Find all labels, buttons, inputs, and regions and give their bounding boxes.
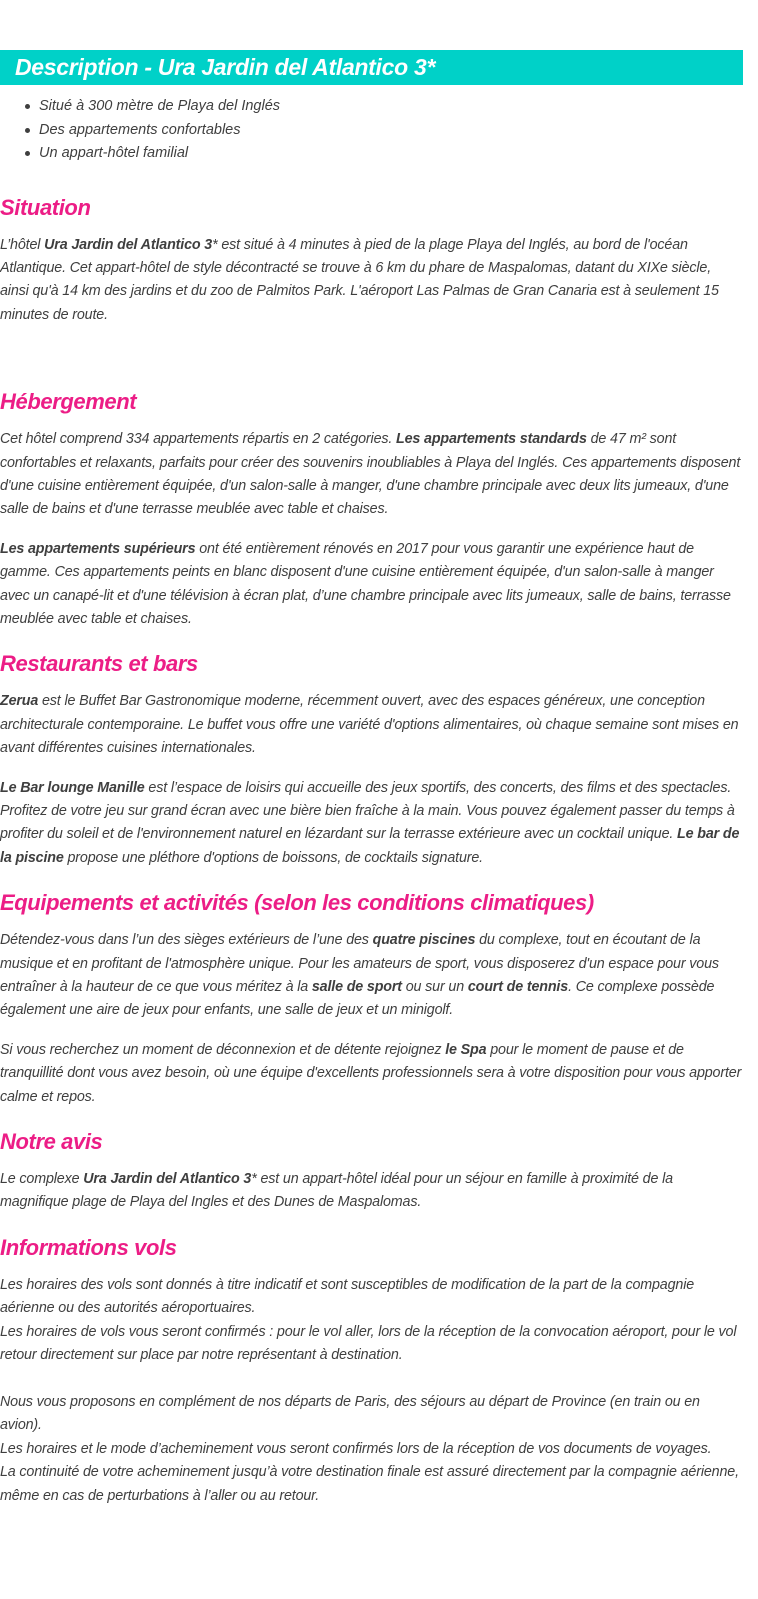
banner-title: Description - Ura Jardin del Atlantico 3* (15, 54, 436, 80)
paragraph: Le Bar lounge Manille est l’espace de loisirs qui accueille des jeux sportifs, des concerts, des films et des spectacles. Profitez de votre jeu sur grand écran avec une bière bien fraîche à la main. Vous pouvez également passer du temps à profiter du soleil et de l'environnement naturel en lézardant sur la terrasse extérieure avec un cocktail unique. Le bar de la piscine propose une pléthore d'options de boissons, de cocktails signature. (0, 779, 740, 866)
vols-text (0, 1274, 743, 1508)
section-title: Hébergement (0, 389, 137, 415)
vols-line: Les horaires des vols sont donnés à titre indicatif et sont susceptibles de modification de la part de la compagnie aérienne ou des autorités aéroportuaires. (0, 1276, 695, 1317)
paragraph: Les appartements supérieurs ont été entièrement rénovés en 2017 pour vous garantir une expérience haut de gamme. Ces appartements peints en blanc disposent d'une cuisine entièrement équipée, d'un salon-salle à manger avec un canapé-lit et d'une télévision à écran plat, d’une chambre principale avec lits jumeaux, salle de bains, terrasse meublée avec table et chaises. (0, 540, 731, 627)
section-title: Notre avis (0, 1129, 103, 1155)
section-title: Equipements et activités (selon les conditions climatiques) (0, 890, 594, 916)
vols-line: Nous vous proposons en complément de nos départs de Paris, des séjours au départ de Province (en train ou en avion). (0, 1393, 700, 1434)
section-hebergement (0, 387, 743, 631)
section-avis (0, 1127, 743, 1215)
highlight-item: Des appartements confortables (39, 119, 743, 143)
description-banner (0, 50, 743, 85)
vols-line: Les horaires de vols vous seront confirmés : pour le vol aller, lors de la réception de la convocation aéroport, pour le vol retour directement sur place par notre représentant à destination. (0, 1323, 737, 1364)
section-title: Informations vols (0, 1234, 177, 1260)
paragraph: Si vous recherchez un moment de déconnexion et de détente rejoignez le Spa pour le moment de pause et de tranquillité dont vous avez besoin, où une équipe d'excellents professionnels sera à votre disposition pour vous apporter calme et repos. (0, 1041, 742, 1105)
section-situation (0, 193, 743, 328)
section-title: Restaurants et bars (0, 651, 198, 677)
paragraph: Zerua est le Buffet Bar Gastronomique moderne, récemment ouvert, avec des espaces généreux, une conception architecturale contemporaine. Le buffet vous offre une variété d'options alimentaires, où chaque semaine sont mises en avant différentes cuisines internationales. (0, 693, 739, 757)
section-equipements (0, 888, 743, 1109)
section-vols (0, 1233, 743, 1508)
vols-line: La continuité de votre acheminement jusqu’à votre destination finale est assuré directement par la compagnie aérienne, même en cas de perturbations à l’aller ou au retour. (0, 1464, 739, 1504)
highlight-item: Un appart-hôtel familial (39, 142, 743, 166)
paragraph: Détendez-vous dans l’un des sièges extérieurs de l’une des quatre piscines du complexe, tout en écoutant de la musique et en profitant de l'atmosphère unique. Pour les amateurs de sport, vous disposerez d'un espace pour vous entraîner à la hauteur de ce que vous méritez à la salle de sport ou sur un court de tennis. Ce complexe possède également une aire de jeux pour enfants, une salle de jeux et un minigolf. (0, 932, 719, 1019)
highlights-list (0, 95, 743, 166)
paragraph: Le complexe Ura Jardin del Atlantico 3* est un appart-hôtel idéal pour un séjour en famille à proximité de la magnifique plage de Playa del Ingles et des Dunes de Maspalomas. (0, 1171, 673, 1211)
highlight-item: Situé à 300 mètre de Playa del Inglés (39, 95, 743, 119)
vols-line: Les horaires et le mode d’acheminement vous seront confirmés lors de la réception de vos documents de voyages. (0, 1440, 712, 1457)
section-title: Situation (0, 194, 91, 220)
paragraph: L’hôtel Ura Jardin del Atlantico 3* est situé à 4 minutes à pied de la plage Playa del Inglés, au bord de l'océan Atlantique. Cet appart-hôtel de style décontracté se trouve à 6 km du phare de Maspalomas, datant du XIXe siècle, ainsi qu'à 14 km des jardins et du zoo de Palmitos Park. L'aéroport Las Palmas de Gran Canaria est à seulement 15 minutes de route. (0, 236, 719, 323)
section-restaurants (0, 649, 743, 870)
paragraph: Cet hôtel comprend 334 appartements répartis en 2 catégories. Les appartements standards de 47 m² sont confortables et relaxants, parfaits pour créer des souvenirs inoubliables à Playa del Inglés. Ces appartements disposent d'une cuisine entièrement équipée, d'un salon-salle à manger, d'une chambre principale avec deux lits jumeaux, d'une salle de bains et d'une terrasse meublée avec table et chaises. (0, 431, 741, 518)
